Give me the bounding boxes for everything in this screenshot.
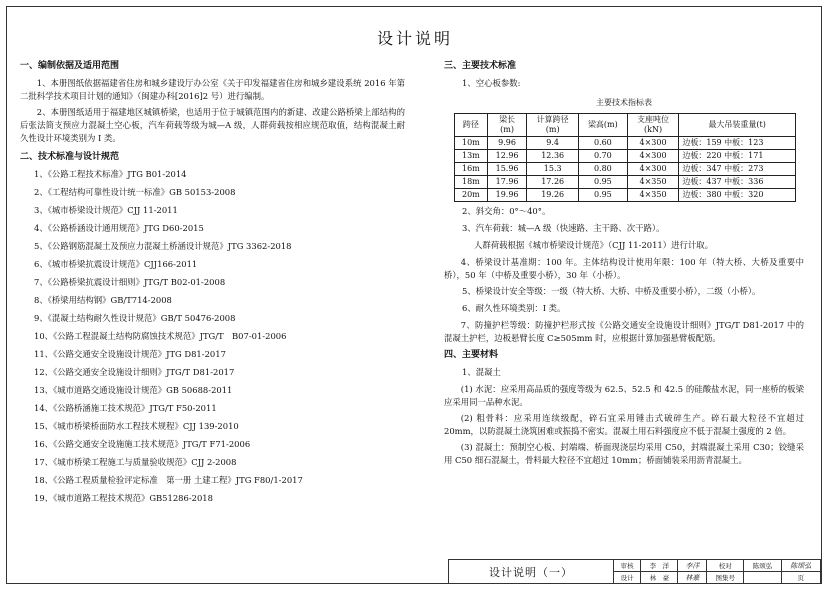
section-heading-materials: 四、主要材料 — [444, 350, 499, 360]
table-caption: 主要技术指标表 — [596, 98, 652, 107]
table-row — [455, 163, 796, 176]
paragraph-aggregate: (2) 粗骨料：应采用连续级配，碎石宜采用锤击式破碎生产。碎石最大粒径不宜超过 20mm，以防混凝土浇筑困难或振捣不密实。混凝土用石料强度应不低于混凝土强度的 2 倍。 — [444, 413, 804, 436]
design-label: 设计 — [614, 572, 641, 584]
check-name: 陈颂弘 — [744, 560, 781, 572]
section-heading-standards: 二、技术标准与设计规范 — [20, 152, 120, 162]
item-design-period: 4、桥梁设计基准期：100 年。主体结构设计使用年限：100 年（特大桥、大桥及重要中桥），50 年（中桥及重要小桥），30 年（小桥）。 — [444, 257, 804, 280]
list-item: 17、《城市桥梁工程施工与质量验收规范》CJJ 2-2008 — [34, 457, 237, 467]
header-beam-length: 梁长 (m) — [487, 114, 527, 137]
list-item: 2、《工程结构可靠性设计统一标准》GB 50153-2008 — [34, 187, 236, 197]
header-calc-span: 计算跨径 (m) — [527, 114, 579, 137]
list-item: 13、《城市道路交通设施设计规范》GB 50688-2011 — [34, 385, 233, 395]
section-heading-basis: 一、编制依据及适用范围 — [20, 61, 120, 71]
list-item: 12、《公路交通安全设施设计细则》JTG/T D81-2017 — [34, 367, 235, 377]
item-environment: 6、耐久性环境类别：I 类。 — [462, 303, 566, 313]
drawing-no-value — [744, 572, 781, 584]
list-item: 6、《城市桥梁抗震设计规范》CJJ166-2011 — [34, 259, 198, 269]
paragraph-basis-1: 1、本册图纸依据福建省住房和城乡建设厅办公室《关于印发福建省住房和城乡建设系统 2016 年第二批科学技术项目计划的通知》（闽建办科[2016]2 号）进行编制。 — [20, 78, 405, 101]
cell-height: 0.60 — [578, 137, 627, 150]
cell-span: 13m — [455, 150, 488, 163]
table-row — [455, 150, 796, 163]
cell-bearing: 4×300 — [627, 137, 679, 150]
page-title: 设计说明 — [376, 29, 453, 48]
cell-length: 19.96 — [487, 189, 527, 202]
header-bearing: 支座吨位 (kN) — [627, 114, 679, 137]
header-beam-height: 梁高(m) — [578, 114, 627, 137]
header-span: 跨径 — [455, 114, 488, 137]
cell-height: 0.80 — [578, 163, 627, 176]
paragraph-basis-2: 2、本册图纸适用于福建地区城镇桥梁，也适用于位于城镇范围内的新建、改建公路桥梁上部结构的后张法简支预应力混凝土空心板，汽车荷载等级为城—A 级，人群荷载按相应规范取值，结构混凝土耐久性设计环境类别为 I 类。 — [20, 107, 405, 143]
list-item: 16、《公路交通安全设施施工技术规范》JTG/T F71-2006 — [34, 439, 251, 449]
paragraph-cement: (1) 水泥：应采用高品质的强度等级为 62.5、52.5 和 42.5 的硅酸盐水泥，同一座桥的板梁应采用同一品种水泥。 — [444, 384, 804, 407]
review-label: 审核 — [614, 560, 641, 572]
table-row — [455, 137, 796, 150]
check-label: 校对 — [707, 560, 744, 572]
cell-calc-span: 19.26 — [527, 189, 579, 202]
cell-bearing: 4×300 — [627, 150, 679, 163]
table-header-row — [455, 114, 796, 137]
cell-weight: 边板：437 中板：336 — [679, 176, 796, 189]
cell-span: 18m — [455, 176, 488, 189]
cell-weight: 边板：347 中板：273 — [679, 163, 796, 176]
cell-length: 15.96 — [487, 163, 527, 176]
check-signature: 陈颂弘 — [781, 560, 820, 572]
list-item: 1、《公路工程技术标准》JTG B01-2014 — [34, 169, 187, 179]
cell-bearing: 4×300 — [627, 163, 679, 176]
table-row — [455, 176, 796, 189]
table-row — [455, 189, 796, 202]
review-signature: 李洋 — [678, 560, 707, 572]
section-heading-tech: 三、主要技术标准 — [444, 61, 517, 71]
list-item: 7、《公路桥梁抗震设计细则》JTG/T B02-01-2008 — [34, 277, 226, 287]
list-item: 15、《城市桥梁桥面防水工程技术规程》CJJ 139-2010 — [34, 421, 239, 431]
cell-bearing: 4×350 — [627, 176, 679, 189]
list-item: 3、《城市桥梁设计规范》CJJ 11-2011 — [34, 205, 178, 215]
cell-length: 17.96 — [487, 176, 527, 189]
spec-table — [454, 113, 796, 202]
cell-calc-span: 15.3 — [527, 163, 579, 176]
list-item: 19、《城市道路工程技术规范》GB51286-2018 — [34, 493, 213, 503]
left-column — [20, 56, 405, 510]
cell-calc-span: 9.4 — [527, 137, 579, 150]
list-item: 14、《公路桥涵施工技术规范》JTG/T F50-2011 — [34, 403, 217, 413]
subheading-slab-params: 1、空心板参数: — [462, 78, 521, 88]
cell-span: 16m — [455, 163, 488, 176]
list-item: 10、《公路工程混凝土结构防腐蚀技术规范》JTG/T B07-01-2006 — [34, 331, 287, 341]
right-column — [444, 56, 804, 470]
list-item: 5、《公路钢筋混凝土及预应力混凝土桥涵设计规范》JTG 3362-2018 — [34, 241, 292, 251]
cell-height: 0.95 — [578, 176, 627, 189]
cell-length: 9.96 — [487, 137, 527, 150]
list-item: 8、《桥梁用结构钢》GB/T714-2008 — [34, 295, 172, 305]
cell-weight: 边板：380 中板：320 — [679, 189, 796, 202]
review-name: 李 洋 — [641, 560, 678, 572]
standards-list — [20, 168, 405, 505]
item-safety-grade: 5、桥梁设计安全等级：一级（特大桥、大桥、中桥及重要小桥），二级（小桥）。 — [462, 286, 761, 296]
cell-calc-span: 17.26 — [527, 176, 579, 189]
cell-height: 0.95 — [578, 189, 627, 202]
item-skew-angle: 2、斜交角：0°～40°。 — [462, 206, 551, 216]
item-crowd-load: 人群荷载根据《城市桥梁设计规范》（CJJ 11-2011）进行计取。 — [474, 240, 714, 250]
item-vehicle-load: 3、汽车荷载：城—A 级（快速路、主干路、次干路）。 — [462, 223, 665, 233]
cell-length: 12.96 — [487, 150, 527, 163]
cell-bearing: 4×350 — [627, 189, 679, 202]
drawing-name: 设计说明（一） — [449, 560, 614, 584]
drawing-no-label: 图集号 — [707, 572, 744, 584]
paragraph-concrete: (3) 混凝土：预制空心板、封端端、桥面现浇层均采用 C50，封端混凝土采用 C30；铰缝采用 C50 细石混凝土，骨料最大粒径不宜超过 10mm；桥面铺装采用沥青混凝土。 — [444, 442, 804, 465]
cell-weight: 边板：159 中板：123 — [679, 137, 796, 150]
title-block — [448, 559, 821, 584]
cell-height: 0.70 — [578, 150, 627, 163]
item-guardrail: 7、防撞护栏等级：防撞护栏形式按《公路交通安全设施设计细则》JTG/T D81-2017 中的混凝土护栏，边板悬臂长度 C≥505mm 时，应根据计算加强悬臂板配筋。 — [444, 320, 804, 343]
subheading-concrete: 1、混凝土 — [462, 367, 501, 377]
page-label: 页 — [781, 572, 820, 584]
list-item: 11、《公路交通安全设施设计规范》JTG D81-2017 — [34, 349, 226, 359]
list-item: 9、《混凝土结构耐久性设计规范》GB/T 50476-2008 — [34, 313, 236, 323]
list-item: 18、《公路工程质量检验评定标准 第一册 土建工程》JTG F80/1-2017 — [34, 475, 303, 485]
cell-span: 10m — [455, 137, 488, 150]
cell-weight: 边板：220 中板：171 — [679, 150, 796, 163]
design-name: 林 豪 — [641, 572, 678, 584]
cell-span: 20m — [455, 189, 488, 202]
design-signature: 林豪 — [678, 572, 707, 584]
list-item: 4、《公路桥涵设计通用规范》JTG D60-2015 — [34, 223, 204, 233]
cell-calc-span: 12.36 — [527, 150, 579, 163]
header-lift-weight: 最大吊装重量(t) — [679, 114, 796, 137]
